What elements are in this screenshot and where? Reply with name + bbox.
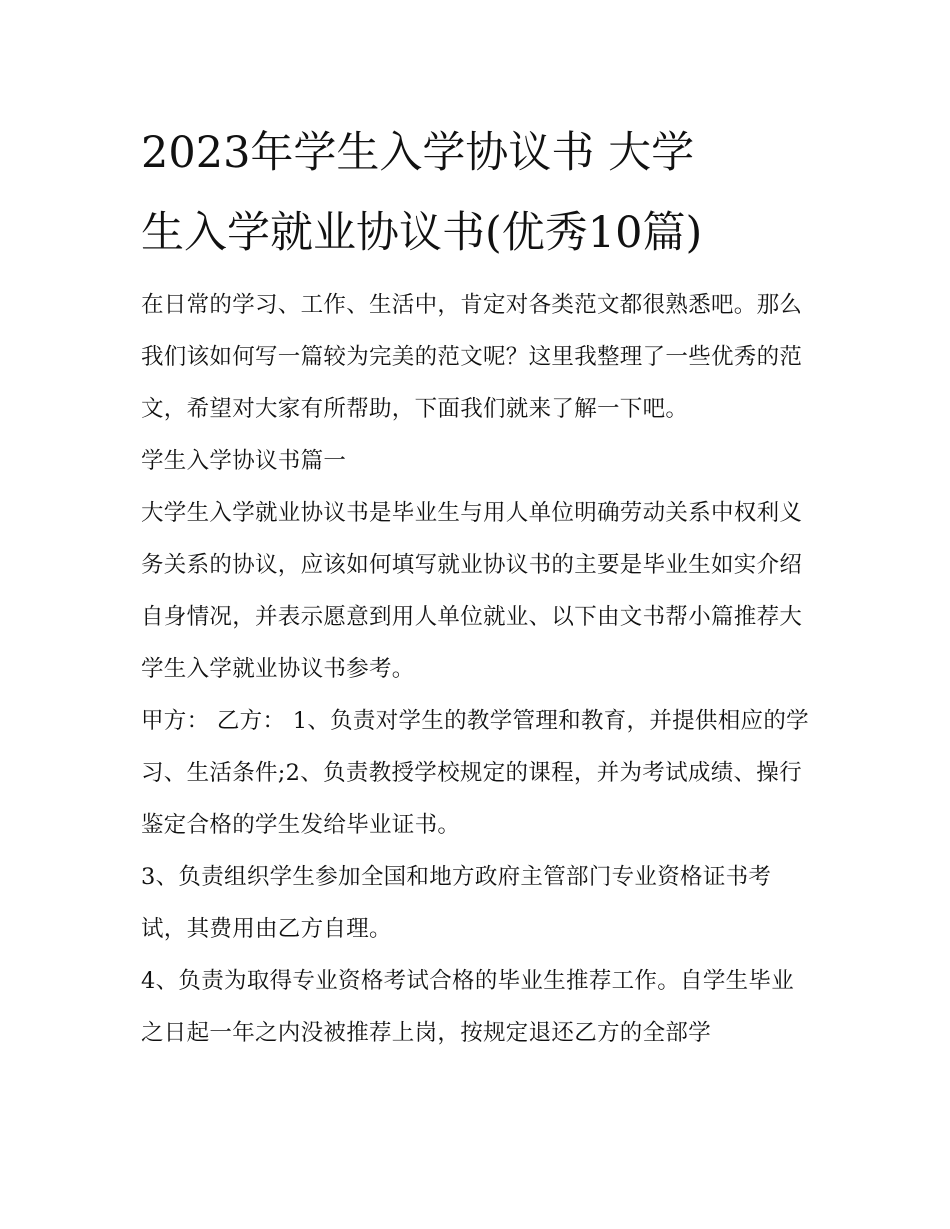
body-paragraph: 大学生入学就业协议书是毕业生与用人单位明确劳动关系中权利义务关系的协议，应该如何填写就业协议书的主要是毕业生如实介绍自身情况，并表示愿意到用人单位就业、以下由文书帮小篇推荐大学生入学就业协议书参考。 [141, 500, 803, 682]
body-paragraph: 4、负责为取得专业资格考试合格的毕业生推荐工作。自学生毕业之日起一年之内没被推荐上岗，按规定退还乙方的全部学 [141, 968, 795, 1046]
document-page [141, 113, 813, 1059]
body-paragraph: 3、负责组织学生参加全国和地方政府主管部门专业资格证书考试，其费用由乙方自理。 [141, 864, 772, 942]
intro-paragraph: 在日常的学习、工作、生活中，肯定对各类范文都很熟悉吧。那么我们该如何写一篇较为完美的范文呢？这里我整理了一些优秀的范文，希望对大家有所帮助，下面我们就来了解一下吧。 [141, 292, 803, 422]
title-line-1: 2023年学生入学协议书 大学 [141, 128, 695, 178]
title-line-2: 生入学就业协议书(优秀10篇) [141, 208, 703, 258]
document-title [141, 113, 813, 273]
section-heading: 学生入学协议书篇一 [141, 448, 347, 474]
body-paragraph: 甲方： 乙方： 1、负责对学生的教学管理和教育，并提供相应的学习、生活条件;2、负责教授学校规定的课程，并为考试成绩、操行鉴定合格的学生发给毕业证书。 [141, 708, 809, 838]
